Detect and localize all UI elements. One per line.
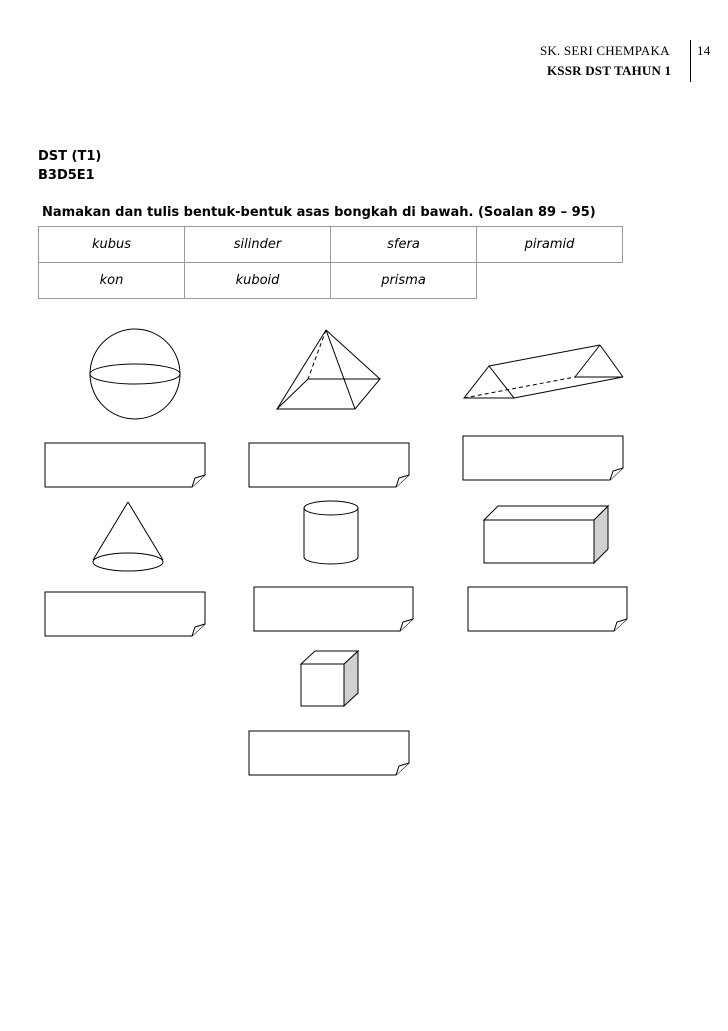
cube-icon (301, 651, 358, 706)
word-bank-cell: kubus (39, 227, 185, 263)
cone-icon (93, 502, 163, 571)
word-bank-cell: sfera (331, 227, 477, 263)
answer-box[interactable] (45, 592, 205, 636)
word-bank-cell: kon (39, 263, 185, 299)
school-name: SK. SERI CHEMPAKA (540, 43, 670, 58)
triangular-prism-icon (464, 345, 623, 398)
standard-code: B3D5E1 (38, 168, 95, 183)
subject-code: DST (T1) (38, 149, 102, 164)
answer-box[interactable] (468, 587, 627, 631)
instruction-text: Namakan dan tulis bentuk-bentuk asas bongkah di bawah. (Soalan 89 – 95) (42, 205, 596, 220)
answer-box[interactable] (249, 731, 409, 775)
answer-box[interactable] (463, 436, 623, 480)
word-bank-cell: piramid (477, 227, 623, 263)
cylinder-icon (304, 501, 358, 564)
word-bank-cell: prisma (331, 263, 477, 299)
sphere-icon (90, 329, 180, 419)
answer-box[interactable] (254, 587, 413, 631)
word-bank-cell: kuboid (185, 263, 331, 299)
answer-box[interactable] (45, 443, 205, 487)
page-number: 14 (697, 43, 711, 58)
pyramid-icon (277, 330, 380, 409)
word-bank-cell: silinder (185, 227, 331, 263)
cuboid-icon (484, 506, 608, 563)
header-subtitle: KSSR DST TAHUN 1 (547, 63, 672, 78)
answer-box[interactable] (249, 443, 409, 487)
